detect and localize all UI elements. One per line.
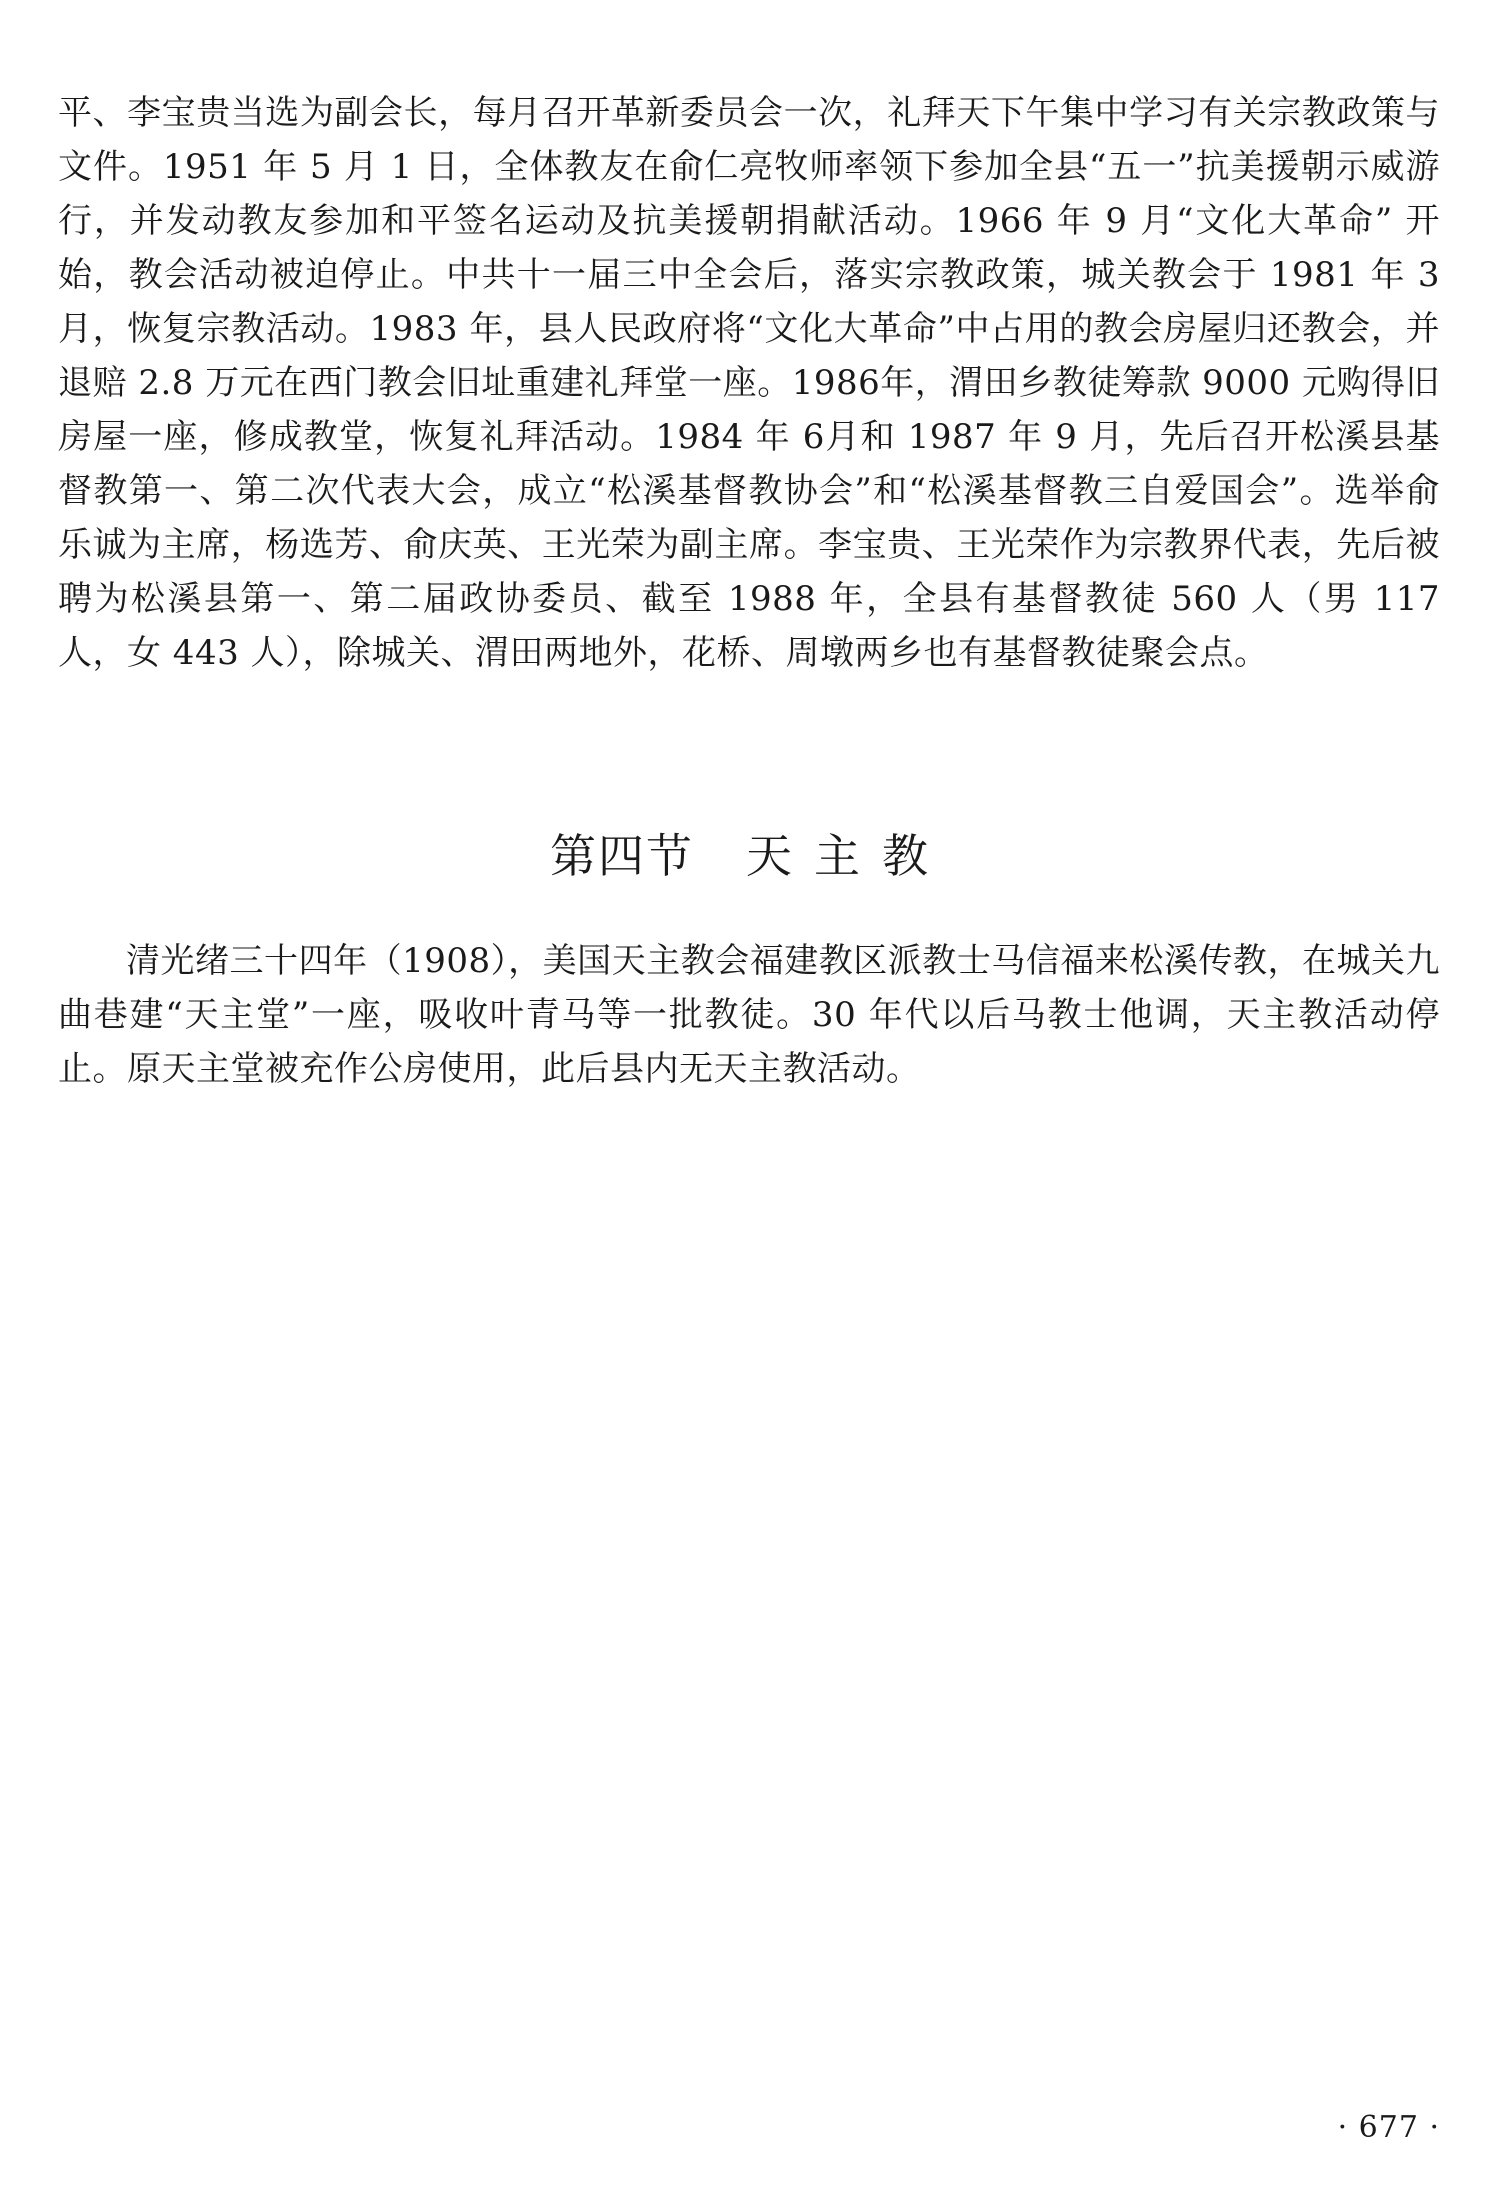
body-paragraph: 清光绪三十四年（1908），美国天主教会福建教区派教士马信福来松溪传教，在城关九曲巷建“天主堂”一座，吸收叶青马等一批教徒。30 年代以后马教士他调，天主教活动停止。原天主堂被充作公房使用，此后县内无天主教活动。 <box>58 941 1440 1089</box>
section-number: 第四节 <box>550 829 694 883</box>
body-paragraph: 平、李宝贵当选为副会长，每月召开革新委员会一次，礼拜天下午集中学习有关宗教政策与文件。1951 年 5 月 1 日，全体教友在俞仁亮牧师率领下参加全县“五一”抗美援朝示威游行，并发动教友参加和平签名运动及抗美援朝捐献活动。1966 年 9 月“文化大革命” 开始，教会活动被迫停止。中共十一届三中全会后，落实宗教政策，城关教会于 1981 年 3 月，恢复宗教活动。1983 年，县人民政府将“文化大革命”中占用的教会房屋归还教会，并退赔 2.8 万元在西门教会旧址重建礼拜堂一座。1986年，渭田乡教徒筹款 9000 元购得旧房屋一座，修成教堂，恢复礼拜活动。1984 年 6月和 1987 年 9 月，先后召开松溪县基督教第一、第二次代表大会，成立“松溪基督教协会”和“松溪基督教三自爱国会”。选举俞乐诚为主席，杨选芳、俞庆英、王光荣为副主席。李宝贵、王光荣作为宗教界代表，先后被聘为松溪县第一、第二届政协委员、截至 1988 年，全县有基督教徒 560 人（男 117 人，女 443 人），除城关、渭田两地外，花桥、周墩两乡也有基督教徒聚会点。 <box>58 93 1440 673</box>
page-number: · 677 · <box>1337 2110 1440 2145</box>
section-heading <box>0 820 1500 886</box>
section-title: 天主教 <box>746 829 950 883</box>
